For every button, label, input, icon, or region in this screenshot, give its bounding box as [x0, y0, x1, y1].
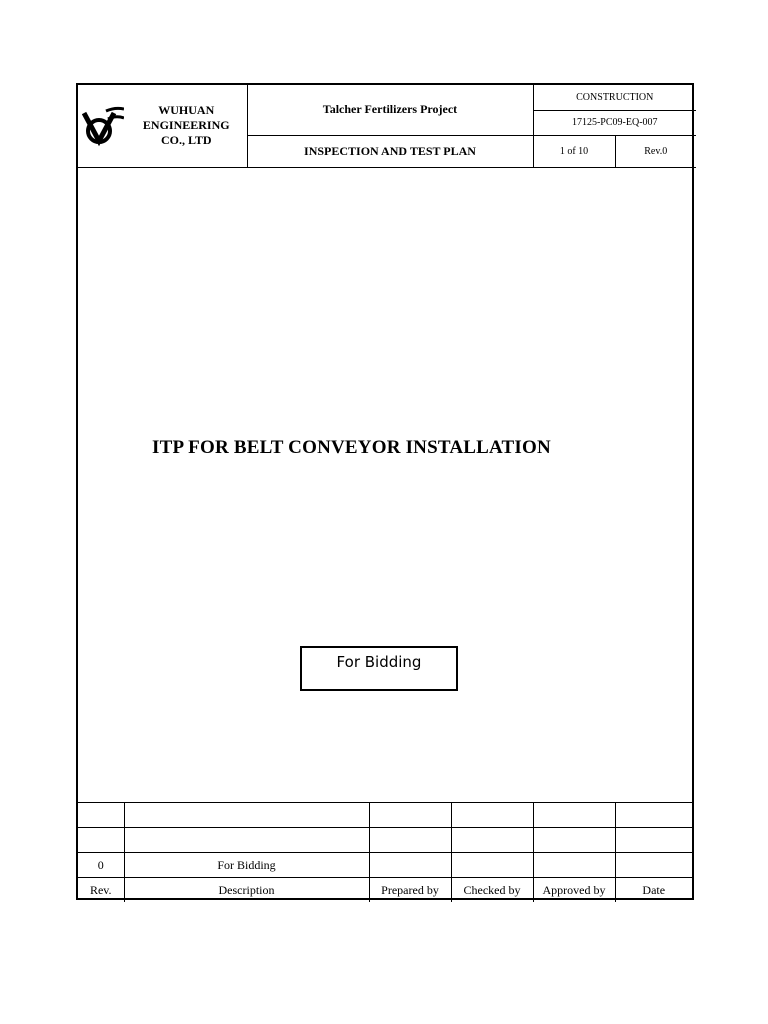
description-cell: For Bidding — [124, 853, 369, 878]
company-line-3: CO., LTD — [160, 133, 212, 147]
date-cell — [615, 803, 692, 828]
description-cell — [124, 828, 369, 853]
doc-number: 17125-PC09-EQ-007 — [533, 110, 696, 135]
checked-cell — [451, 853, 533, 878]
approved-cell — [533, 853, 615, 878]
column-header-checked-by: Checked by — [451, 878, 533, 903]
company-name — [128, 103, 245, 148]
company-line-1: WUHUAN — [158, 103, 215, 117]
column-header-approved-by: Approved by — [533, 878, 615, 903]
column-header-date: Date — [615, 878, 692, 903]
checked-cell — [451, 828, 533, 853]
document-title: INSPECTION AND TEST PLAN — [247, 135, 533, 167]
approved-cell — [533, 828, 615, 853]
prepared-cell — [369, 803, 451, 828]
company-cell — [78, 85, 247, 168]
rev-cell — [78, 803, 124, 828]
company-line-2: ENGINEERING — [142, 118, 230, 132]
column-header-rev: Rev. — [78, 878, 124, 903]
column-header-description: Description — [124, 878, 369, 903]
date-cell — [615, 828, 692, 853]
rev-cell: 0 — [78, 853, 124, 878]
checked-cell — [451, 803, 533, 828]
table-row — [78, 828, 692, 853]
prepared-cell — [369, 828, 451, 853]
revision-label: Rev.0 — [615, 135, 696, 167]
table-header-row — [78, 878, 692, 903]
status-cell: CONSTRUCTION — [533, 85, 696, 110]
approved-cell — [533, 803, 615, 828]
rev-cell — [78, 828, 124, 853]
revision-table — [78, 802, 692, 902]
prepared-cell — [369, 853, 451, 878]
column-header-prepared-by: Prepared by — [369, 878, 451, 903]
page-number: 1 of 10 — [533, 135, 615, 167]
table-row — [78, 853, 692, 878]
document-frame — [76, 83, 694, 900]
project-name: Talcher Fertilizers Project — [247, 85, 533, 135]
header-table — [78, 85, 696, 168]
wuhuan-logo-icon — [82, 105, 124, 147]
main-title: ITP FOR BELT CONVEYOR INSTALLATION — [152, 437, 551, 458]
date-cell — [615, 853, 692, 878]
table-row — [78, 803, 692, 828]
description-cell — [124, 803, 369, 828]
for-bidding-stamp: For Bidding — [300, 646, 458, 691]
